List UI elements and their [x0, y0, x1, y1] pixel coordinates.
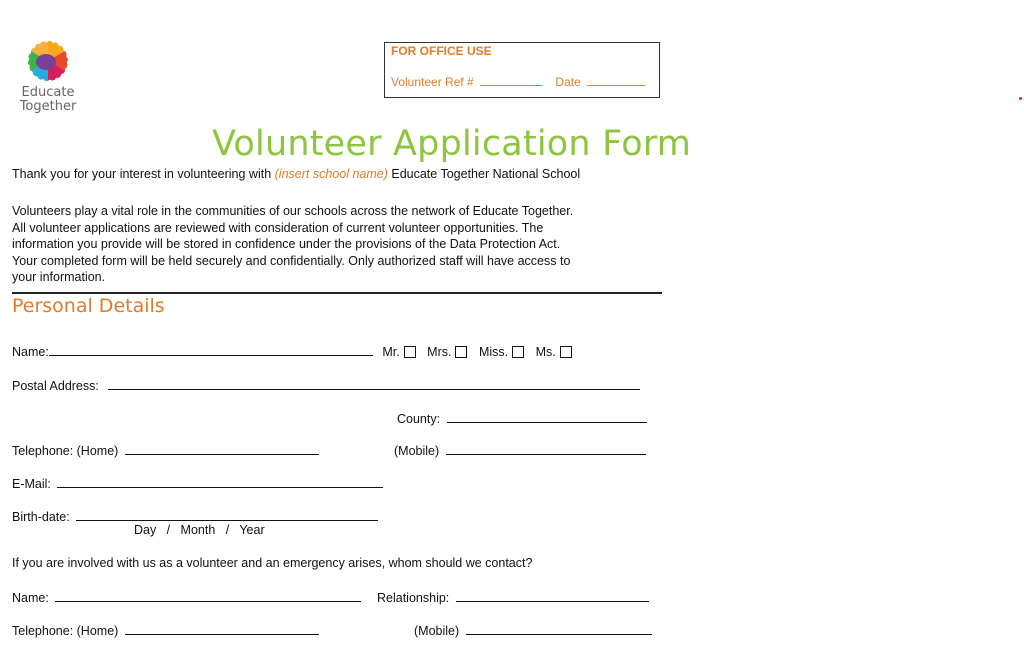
intro-paragraph [12, 203, 662, 286]
birthdate-field[interactable] [76, 508, 378, 521]
intro-before: Thank you for your interest in volunteering with [12, 167, 275, 181]
emergency-name-row [12, 589, 361, 605]
mobile-field[interactable] [446, 442, 646, 455]
name-field[interactable] [49, 343, 373, 356]
email-row [12, 475, 383, 491]
name-row [12, 343, 580, 359]
date-label: Date [555, 75, 581, 89]
title-ms-checkbox[interactable] [560, 346, 572, 358]
birthdate-hint: Day / Month / Year [134, 523, 265, 537]
school-logo [16, 38, 80, 122]
relationship-field[interactable] [456, 589, 649, 602]
title-mrs-checkbox[interactable] [455, 346, 467, 358]
postal-address-field[interactable] [108, 377, 640, 390]
title-ms-label: Ms. [535, 345, 556, 359]
volunteer-ref-field[interactable] [480, 73, 542, 86]
emergency-question: If you are involved with us as a volunteer and an emergency arises, whom should we contact? [12, 556, 533, 570]
paragraph-line: your information. [12, 270, 106, 284]
county-label: County: [397, 412, 441, 426]
relationship-label: Relationship: [377, 591, 450, 605]
title-miss-checkbox[interactable] [512, 346, 524, 358]
emergency-mobile-field[interactable] [466, 622, 652, 635]
emergency-mobile-label: (Mobile) [414, 624, 460, 638]
emergency-tel-home-label: Telephone: (Home) [12, 624, 119, 638]
email-label: E-Mail: [12, 477, 51, 491]
emergency-name-label: Name: [12, 591, 49, 605]
emergency-tel-home-field[interactable] [125, 622, 319, 635]
postal-label: Postal Address: [12, 379, 99, 393]
intro-after: Educate Together National School [387, 167, 581, 181]
email-field[interactable] [57, 475, 383, 488]
section-divider [12, 292, 662, 294]
title-mr-label: Mr. [382, 345, 400, 359]
logo-text-line1: Educate [21, 85, 75, 100]
office-use-box [384, 42, 660, 98]
stray-mark [1019, 97, 1022, 100]
mobile-row [394, 442, 646, 458]
office-use-title: FOR OFFICE USE [391, 44, 492, 58]
telephone-row [12, 442, 319, 458]
emergency-tel-row [12, 622, 319, 638]
county-row [397, 410, 647, 426]
county-field[interactable] [447, 410, 647, 423]
title-mr-checkbox[interactable] [404, 346, 416, 358]
paragraph-line: Volunteers play a vital role in the communities of our schools across the network of Educate Together. [12, 204, 574, 218]
emergency-name-field[interactable] [55, 589, 361, 602]
logo-mark-icon [16, 38, 80, 86]
birthdate-label: Birth-date: [12, 510, 70, 524]
birthdate-row [12, 508, 378, 524]
emergency-mobile-row [414, 622, 652, 638]
section-title: Personal Details [12, 295, 165, 317]
volunteer-ref-label: Volunteer Ref # [391, 75, 474, 89]
mobile-label: (Mobile) [394, 444, 440, 458]
office-date-field[interactable] [587, 73, 645, 86]
relationship-row [377, 589, 649, 605]
paragraph-line: information you provide will be stored in confidence under the provisions of the Data Protection Act. [12, 237, 561, 251]
title-miss-label: Miss. [478, 345, 509, 359]
school-name-placeholder: (insert school name) [274, 167, 388, 181]
intro-line [12, 167, 580, 181]
tel-home-field[interactable] [125, 442, 319, 455]
name-label: Name: [12, 345, 49, 359]
paragraph-line: Your completed form will be held securely and confidentially. Only authorized staff will have access to [12, 253, 571, 268]
paragraph-line: All volunteer applications are reviewed with consideration of current volunteer opportunities. The [12, 220, 544, 235]
tel-home-label: Telephone: (Home) [12, 444, 119, 458]
page-title: Volunteer Application Form [212, 124, 692, 164]
postal-row [12, 377, 640, 393]
title-mrs-label: Mrs. [427, 345, 452, 359]
office-ref-row [391, 73, 645, 89]
logo-text-line2: Together [19, 99, 77, 114]
